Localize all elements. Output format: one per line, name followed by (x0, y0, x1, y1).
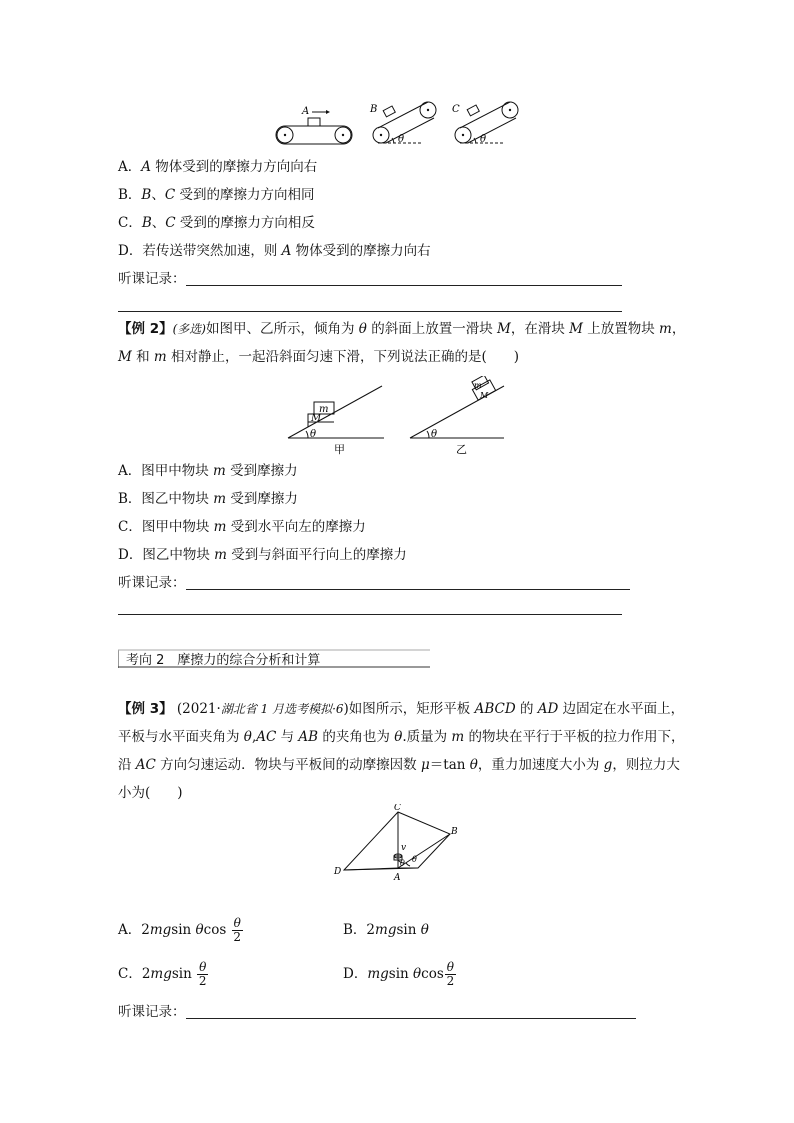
ex3-stem-line3: 沿 AC 方向匀速运动．物块与平板间的动摩擦因数 μ＝tan θ，重力加速度大小为 g，则拉力大 (118, 757, 680, 773)
theta-c: θ (480, 134, 487, 145)
fraction: $\frac{\theta}{2}$ (446, 960, 455, 988)
label-jia: 甲 (334, 443, 345, 456)
label-b: B (370, 104, 378, 115)
ex3-option-b: B．2mgsin θ (343, 922, 429, 938)
ex2-option-b: B．图乙中物块 m 受到摩擦力 (118, 491, 298, 507)
section-title: 考向 2 摩擦力的综合分析和计算 (126, 653, 321, 668)
record-label: 听课记录： (118, 575, 186, 591)
theta-b: θ (398, 134, 405, 145)
option-d: D．若传送带突然加速，则 A 物体受到的摩擦力向右 (118, 243, 431, 259)
record-line[interactable] (186, 1018, 636, 1019)
ex3-stem-line2: 平板与水平面夹角为 θ,AC 与 AB 的夹角也为 θ.质量为 m 的物块在平行于平板的拉力作用下， (118, 729, 685, 745)
record-label: 听课记录： (118, 1004, 186, 1020)
ex2-option-c: C．图甲中物块 m 受到水平向左的摩擦力 (118, 519, 366, 535)
ex2-option-d: D．图乙中物块 m 受到与斜面平行向上的摩擦力 (118, 547, 407, 563)
label-M: M (311, 413, 322, 424)
label-M-yi: M (480, 391, 489, 400)
label-m: m (319, 404, 329, 415)
option-c: C．B、C 受到的摩擦力方向相反 (118, 215, 315, 231)
ex2-option-a: A．图甲中物块 m 受到摩擦力 (118, 463, 298, 479)
label-A: A (394, 873, 401, 883)
ex3-stem-line4: 小为( ) (118, 785, 183, 801)
label-a: A (302, 106, 310, 117)
label-B: B (451, 827, 458, 837)
ex3-option-d: D．mgsin θcos $\frac{\theta}{2}$ (343, 960, 455, 988)
label-c: C (452, 104, 460, 115)
record-line[interactable] (186, 589, 630, 590)
fraction: $\frac{\theta}{2}$ (198, 960, 207, 988)
fraction: $\frac{\theta}{2}$ (233, 916, 242, 944)
ex2-stem-line1: 【例 2】(多选)如图甲、乙所示，倾角为 θ 的斜面上放置一滑块 M，在滑块 M 上放置物块 m， (118, 321, 686, 337)
record-line[interactable] (186, 285, 622, 286)
record-line[interactable] (118, 311, 622, 312)
theta-yi: θ (431, 429, 438, 440)
record-label: 听课记录： (118, 271, 186, 287)
incline-figure (286, 376, 510, 456)
theta-2: θ (412, 855, 417, 864)
option-b: B．B、C 受到的摩擦力方向相同 (118, 187, 315, 203)
label-m-yi: m (474, 381, 482, 390)
label-yi: 乙 (456, 443, 467, 456)
option-a: A．A 物体受到的摩擦力方向向右 (118, 159, 318, 175)
section-heading (118, 646, 430, 668)
theta-jia: θ (310, 429, 317, 440)
ex2-stem-line2: M 和 m 相对静止，一起沿斜面匀速下滑，下列说法正确的是( ) (118, 349, 520, 365)
ex3-option-a: A．2mgsin θcos $\frac{\theta}{2}$ (118, 916, 242, 944)
ex3-stem-line1: 【例 3】 (2021·湖北省 1 月选考模拟·6)如图所示，矩形平板 ABCD 的 AD 边固定在水平面上， (118, 701, 685, 717)
conveyor-belt-figure (268, 98, 528, 150)
label-v: v (401, 843, 407, 853)
label-C: C (394, 804, 401, 813)
plate-figure (330, 804, 470, 884)
record-line[interactable] (118, 614, 622, 615)
ex3-option-c: C．2mgsin $\frac{\theta}{2}$ (118, 960, 207, 988)
label-D: D (334, 867, 342, 877)
theta-1: θ (400, 859, 405, 868)
